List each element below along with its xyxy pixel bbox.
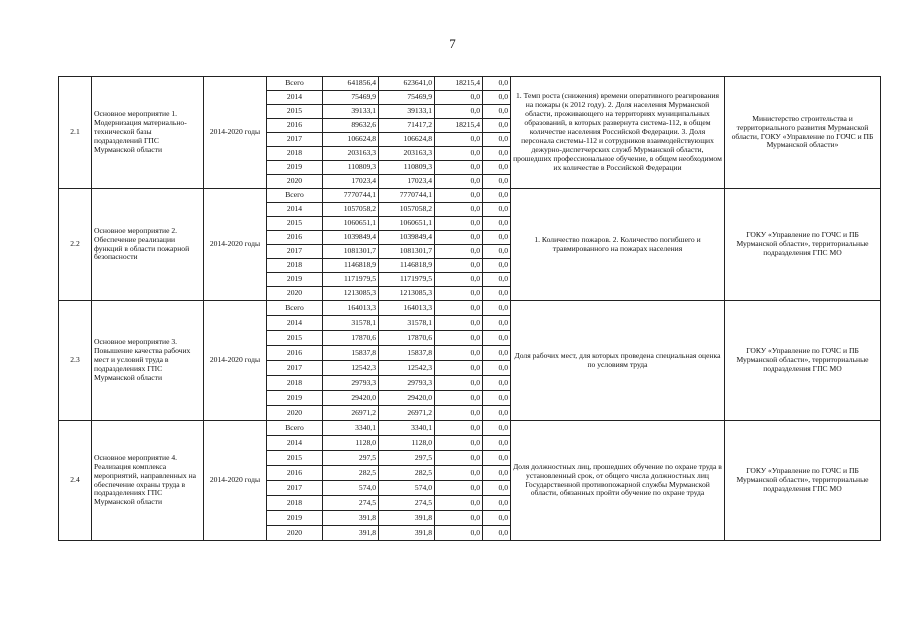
table-row	[59, 301, 881, 316]
year-cell: 2020	[267, 175, 323, 189]
other-sources-cell: 0,0	[483, 231, 511, 245]
total-cell: 17023,4	[323, 175, 379, 189]
year-cell: 2020	[267, 287, 323, 301]
total-cell: 7770744,1	[323, 189, 379, 203]
year-cell: 2018	[267, 147, 323, 161]
year-cell: 2016	[267, 231, 323, 245]
regional-budget-cell: 71417,2	[379, 119, 435, 133]
federal-budget-cell: 0,0	[435, 346, 483, 361]
federal-budget-cell: 0,0	[435, 203, 483, 217]
table-row	[59, 421, 881, 436]
year-cell: Всего	[267, 301, 323, 316]
other-sources-cell: 0,0	[483, 361, 511, 376]
other-sources-cell: 0,0	[483, 203, 511, 217]
other-sources-cell: 0,0	[483, 481, 511, 496]
regional-budget-cell: 203163,3	[379, 147, 435, 161]
regional-budget-cell: 106624,8	[379, 133, 435, 147]
regional-budget-cell: 297,5	[379, 451, 435, 466]
other-sources-cell: 0,0	[483, 217, 511, 231]
total-cell: 203163,3	[323, 147, 379, 161]
federal-budget-cell: 0,0	[435, 91, 483, 105]
regional-budget-cell: 282,5	[379, 466, 435, 481]
total-cell: 29420,0	[323, 391, 379, 406]
regional-budget-cell: 1060651,1	[379, 217, 435, 231]
federal-budget-cell: 0,0	[435, 245, 483, 259]
total-cell: 15837,8	[323, 346, 379, 361]
year-cell: 2019	[267, 273, 323, 287]
regional-budget-cell: 274,5	[379, 496, 435, 511]
year-cell: 2016	[267, 346, 323, 361]
other-sources-cell: 0,0	[483, 346, 511, 361]
total-cell: 641856,4	[323, 77, 379, 91]
total-cell: 26971,2	[323, 406, 379, 421]
regional-budget-cell: 391,8	[379, 511, 435, 526]
federal-budget-cell: 0,0	[435, 481, 483, 496]
total-cell: 1039849,4	[323, 231, 379, 245]
year-cell: 2019	[267, 391, 323, 406]
year-cell: Всего	[267, 421, 323, 436]
year-cell: 2018	[267, 376, 323, 391]
total-cell: 1081301,7	[323, 245, 379, 259]
measure-period: 2014-2020 годы	[204, 301, 267, 421]
federal-budget-cell: 0,0	[435, 316, 483, 331]
table-row	[59, 189, 881, 203]
other-sources-cell: 0,0	[483, 511, 511, 526]
total-cell: 574,0	[323, 481, 379, 496]
year-cell: 2020	[267, 406, 323, 421]
total-cell: 391,8	[323, 526, 379, 541]
target-indicators: 1. Темп роста (снижения) времени оперативного реагирования на пожары (к 2012 году). 2. Доля населения Мурманской области, проживающего на территориях муниципальных образований, в которых развернута система-112, в общем количестве населения Российской Федерации. 3. Доля персонала системы-112 и сотрудников взаимодействующих дежурно-диспетчерских служб Мурманской области, прошедших профессиональное обучение, в общем необходимом их количестве в Российской Федерации	[511, 77, 725, 189]
responsible-executor: ГОКУ «Управление по ГОЧС и ПБ Мурманской области», территориальные подразделения ГПС МО	[725, 421, 881, 541]
total-cell: 297,5	[323, 451, 379, 466]
federal-budget-cell: 0,0	[435, 406, 483, 421]
measure-period: 2014-2020 годы	[204, 421, 267, 541]
federal-budget-cell: 0,0	[435, 161, 483, 175]
federal-budget-cell: 0,0	[435, 361, 483, 376]
measure-period: 2014-2020 годы	[204, 77, 267, 189]
year-cell: 2019	[267, 511, 323, 526]
responsible-executor: ГОКУ «Управление по ГОЧС и ПБ Мурманской области», территориальные подразделения ГПС МО	[725, 189, 881, 301]
year-cell: 2014	[267, 91, 323, 105]
measure-name: Основное мероприятие 2. Обеспечение реализации функций в области пожарной безопасности	[92, 189, 204, 301]
target-indicators: 1. Количество пожаров. 2. Количество погибшего и травмированного на пожарах населения	[511, 189, 725, 301]
total-cell: 89632,6	[323, 119, 379, 133]
total-cell: 1060651,1	[323, 217, 379, 231]
total-cell: 164013,3	[323, 301, 379, 316]
total-cell: 110809,3	[323, 161, 379, 175]
other-sources-cell: 0,0	[483, 331, 511, 346]
regional-budget-cell: 1146818,9	[379, 259, 435, 273]
year-cell: 2018	[267, 259, 323, 273]
measure-number: 2.4	[59, 421, 92, 541]
regional-budget-cell: 391,8	[379, 526, 435, 541]
target-indicators: Доля должностных лиц, прошедших обучение по охране труда в установленный срок, от общего числа должностных лиц Государственной противопожарной службы Мурманской области, обязанных пройти обучение по охране труда	[511, 421, 725, 541]
measure-period: 2014-2020 годы	[204, 189, 267, 301]
total-cell: 39133,1	[323, 105, 379, 119]
measure-number: 2.3	[59, 301, 92, 421]
year-cell: 2019	[267, 161, 323, 175]
responsible-executor: Министерство строительства и территориального развития Мурманской области, ГОКУ «Управление по ГОЧС и ПБ Мурманской области»	[725, 77, 881, 189]
federal-budget-cell: 0,0	[435, 421, 483, 436]
total-cell: 391,8	[323, 511, 379, 526]
regional-budget-cell: 164013,3	[379, 301, 435, 316]
year-cell: 2015	[267, 451, 323, 466]
regional-budget-cell: 1128,0	[379, 436, 435, 451]
year-cell: 2014	[267, 316, 323, 331]
table-row	[59, 77, 881, 91]
federal-budget-cell: 0,0	[435, 451, 483, 466]
federal-budget-cell: 0,0	[435, 301, 483, 316]
year-cell: 2017	[267, 361, 323, 376]
measures-table	[58, 76, 881, 541]
year-cell: 2015	[267, 105, 323, 119]
year-cell: 2017	[267, 133, 323, 147]
other-sources-cell: 0,0	[483, 391, 511, 406]
federal-budget-cell: 0,0	[435, 526, 483, 541]
year-cell: 2015	[267, 331, 323, 346]
regional-budget-cell: 3340,1	[379, 421, 435, 436]
other-sources-cell: 0,0	[483, 421, 511, 436]
regional-budget-cell: 12542,3	[379, 361, 435, 376]
other-sources-cell: 0,0	[483, 245, 511, 259]
regional-budget-cell: 1057058,2	[379, 203, 435, 217]
page-number: 7	[449, 36, 456, 51]
other-sources-cell: 0,0	[483, 451, 511, 466]
federal-budget-cell: 0,0	[435, 496, 483, 511]
total-cell: 1213085,3	[323, 287, 379, 301]
regional-budget-cell: 39133,1	[379, 105, 435, 119]
measure-name: Основное мероприятие 4. Реализация комплекса мероприятий, направленных на обеспечение охраны труда в подразделениях ГПС Мурманской области	[92, 421, 204, 541]
other-sources-cell: 0,0	[483, 161, 511, 175]
total-cell: 1146818,9	[323, 259, 379, 273]
regional-budget-cell: 31578,1	[379, 316, 435, 331]
federal-budget-cell: 0,0	[435, 436, 483, 451]
federal-budget-cell: 0,0	[435, 217, 483, 231]
year-cell: Всего	[267, 189, 323, 203]
other-sources-cell: 0,0	[483, 175, 511, 189]
measure-number: 2.2	[59, 189, 92, 301]
federal-budget-cell: 0,0	[435, 331, 483, 346]
regional-budget-cell: 15837,8	[379, 346, 435, 361]
other-sources-cell: 0,0	[483, 301, 511, 316]
year-cell: 2015	[267, 217, 323, 231]
other-sources-cell: 0,0	[483, 406, 511, 421]
year-cell: 2016	[267, 119, 323, 133]
federal-budget-cell: 0,0	[435, 133, 483, 147]
total-cell: 75469,9	[323, 91, 379, 105]
federal-budget-cell: 0,0	[435, 175, 483, 189]
regional-budget-cell: 110809,3	[379, 161, 435, 175]
other-sources-cell: 0,0	[483, 189, 511, 203]
total-cell: 1057058,2	[323, 203, 379, 217]
other-sources-cell: 0,0	[483, 287, 511, 301]
regional-budget-cell: 75469,9	[379, 91, 435, 105]
regional-budget-cell: 574,0	[379, 481, 435, 496]
other-sources-cell: 0,0	[483, 316, 511, 331]
regional-budget-cell: 1039849,4	[379, 231, 435, 245]
other-sources-cell: 0,0	[483, 105, 511, 119]
other-sources-cell: 0,0	[483, 133, 511, 147]
other-sources-cell: 0,0	[483, 77, 511, 91]
other-sources-cell: 0,0	[483, 466, 511, 481]
federal-budget-cell: 0,0	[435, 259, 483, 273]
regional-budget-cell: 17870,6	[379, 331, 435, 346]
other-sources-cell: 0,0	[483, 273, 511, 287]
federal-budget-cell: 18215,4	[435, 119, 483, 133]
total-cell: 12542,3	[323, 361, 379, 376]
regional-budget-cell: 26971,2	[379, 406, 435, 421]
year-cell: 2014	[267, 436, 323, 451]
responsible-executor: ГОКУ «Управление по ГОЧС и ПБ Мурманской области», территориальные подразделения ГПС МО	[725, 301, 881, 421]
year-cell: 2016	[267, 466, 323, 481]
other-sources-cell: 0,0	[483, 496, 511, 511]
other-sources-cell: 0,0	[483, 91, 511, 105]
federal-budget-cell: 0,0	[435, 391, 483, 406]
regional-budget-cell: 17023,4	[379, 175, 435, 189]
total-cell: 3340,1	[323, 421, 379, 436]
year-cell: 2020	[267, 526, 323, 541]
federal-budget-cell: 0,0	[435, 105, 483, 119]
regional-budget-cell: 1081301,7	[379, 245, 435, 259]
federal-budget-cell: 0,0	[435, 147, 483, 161]
total-cell: 282,5	[323, 466, 379, 481]
other-sources-cell: 0,0	[483, 147, 511, 161]
regional-budget-cell: 7770744,1	[379, 189, 435, 203]
federal-budget-cell: 0,0	[435, 287, 483, 301]
other-sources-cell: 0,0	[483, 119, 511, 133]
year-cell: 2018	[267, 496, 323, 511]
total-cell: 106624,8	[323, 133, 379, 147]
year-cell: 2014	[267, 203, 323, 217]
total-cell: 274,5	[323, 496, 379, 511]
measure-name: Основное мероприятие 1. Модернизация материально-технической базы подразделений ГПС Мурманской области	[92, 77, 204, 189]
total-cell: 1128,0	[323, 436, 379, 451]
regional-budget-cell: 29793,3	[379, 376, 435, 391]
federal-budget-cell: 0,0	[435, 273, 483, 287]
year-cell: 2017	[267, 481, 323, 496]
regional-budget-cell: 29420,0	[379, 391, 435, 406]
federal-budget-cell: 0,0	[435, 511, 483, 526]
total-cell: 29793,3	[323, 376, 379, 391]
measure-name: Основное мероприятие 3. Повышение качества рабочих мест и условий труда в подразделениях ГПС Мурманской области	[92, 301, 204, 421]
other-sources-cell: 0,0	[483, 376, 511, 391]
federal-budget-cell: 0,0	[435, 376, 483, 391]
other-sources-cell: 0,0	[483, 526, 511, 541]
other-sources-cell: 0,0	[483, 259, 511, 273]
measure-number: 2.1	[59, 77, 92, 189]
total-cell: 31578,1	[323, 316, 379, 331]
total-cell: 1171979,5	[323, 273, 379, 287]
federal-budget-cell: 0,0	[435, 189, 483, 203]
federal-budget-cell: 18215,4	[435, 77, 483, 91]
year-cell: 2017	[267, 245, 323, 259]
target-indicators: Доля рабочих мест, для которых проведена специальная оценка по условиям труда	[511, 301, 725, 421]
regional-budget-cell: 1171979,5	[379, 273, 435, 287]
regional-budget-cell: 623641,0	[379, 77, 435, 91]
year-cell: Всего	[267, 77, 323, 91]
other-sources-cell: 0,0	[483, 436, 511, 451]
regional-budget-cell: 1213085,3	[379, 287, 435, 301]
federal-budget-cell: 0,0	[435, 466, 483, 481]
total-cell: 17870,6	[323, 331, 379, 346]
federal-budget-cell: 0,0	[435, 231, 483, 245]
